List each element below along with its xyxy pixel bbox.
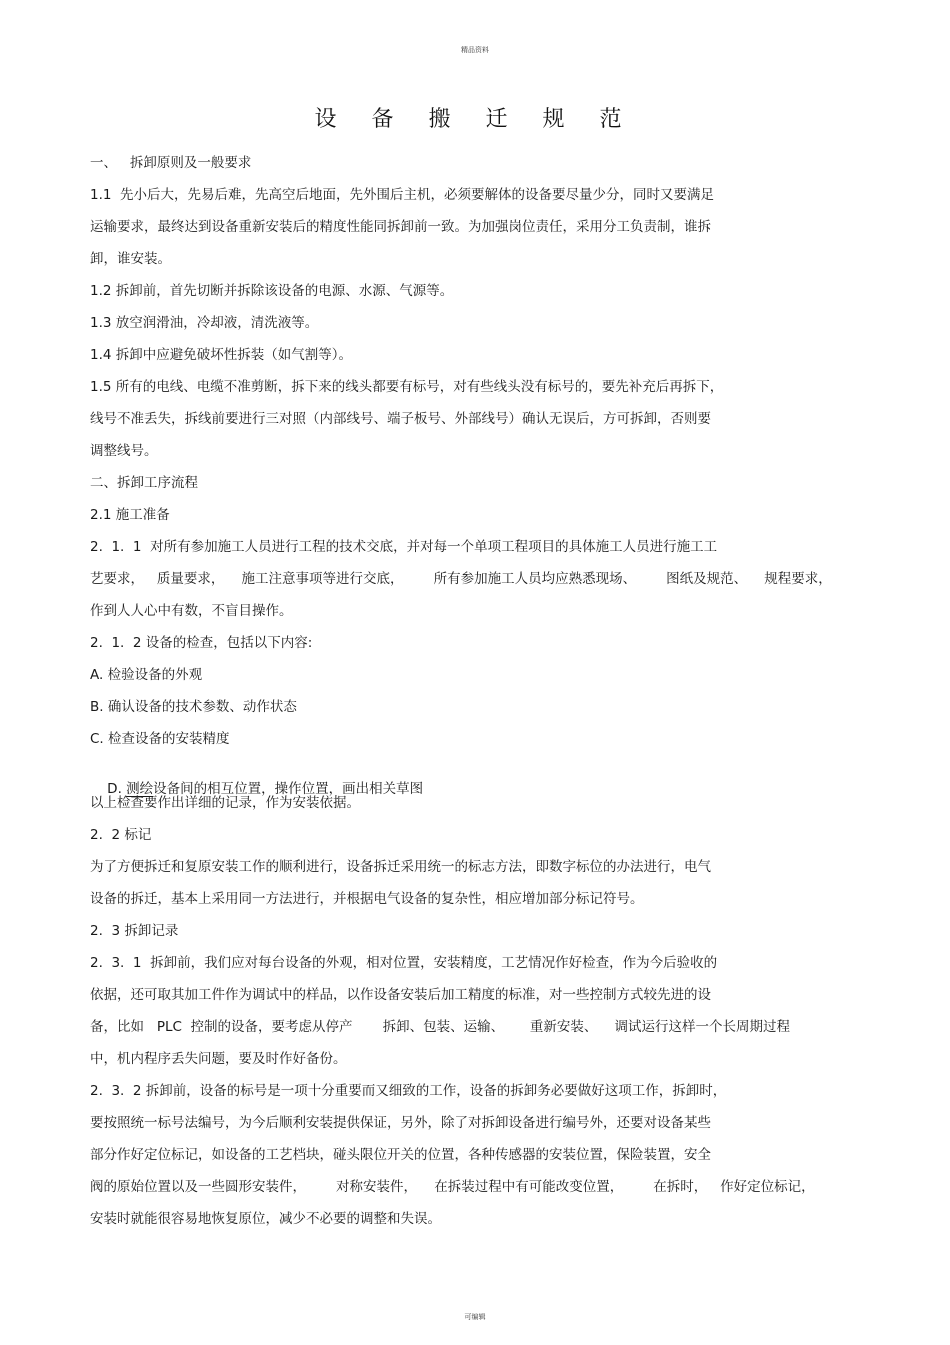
text-line: 1.2 拆卸前，首先切断并拆除该设备的电源、水源、气源等。 [90,283,454,299]
page-header: 精品资料 [461,46,489,54]
subsection-heading: 2.1 施工准备 [90,507,170,523]
text-line: 1.5 所有的电线、电缆不准剪断，拆下来的线头都要有标号，对有些线头没有标号的，要先补充后再拆下， [90,379,724,395]
text-line: 作到人人心中有数，不盲目操作。 [90,603,293,619]
subsection-heading: 2. 2 标记 [90,827,152,843]
page-footer: 可编辑 [464,1313,486,1321]
subsection-heading: 2. 3 拆卸记录 [90,923,179,939]
text-line: 卸，谁安装。 [90,251,171,267]
text-line: 1.3 放空润滑油，冷却液，清洗液等。 [90,315,319,331]
text-line: 部分作好定位标记，如设备的工艺档块，碰头限位开关的位置，各种传感器的安装位置，保险装置，安全 [90,1147,711,1163]
text-line: 2. 3. 2 拆卸前，设备的标号是一项十分重要而又细致的工作，设备的拆卸务必要做好这项工作，拆卸时， [90,1083,727,1099]
text-line: 设备的拆迁，基本上采用同一方法进行，并根据电气设备的复杂性，相应增加部分标记符号。 [90,891,644,907]
text-line: 艺要求， 质量要求， 施工注意事项等进行交底， 所有参加施工人员均应熟悉现场、 图纸及规范、 规程要求， [90,571,832,587]
list-item: C. 检查设备的安装精度 [90,731,230,747]
section-heading-2: 二、拆卸工序流程 [90,475,198,491]
document-title: 设 备 搬 迁 规 范 [314,107,636,132]
text-line: 1.1 先小后大，先易后难，先高空后地面，先外围后主机，必须要解体的设备要尽量少分，同时又要满足 [90,187,715,203]
text-line: 运输要求，最终达到设备重新安装后的精度性能同拆卸前一致。为加强岗位责任，采用分工负责制，谁拆 [90,219,711,235]
text-line: 中，机内程序丢失问题，要及时作好备份。 [90,1051,347,1067]
list-item-marker: D. [107,781,122,797]
underlined-text: 测绘 [126,781,154,797]
text-line: 为了方便拆迁和复原安装工作的顺利进行，设备拆迁采用统一的标志方法，即数字标位的办法进行，电气 [90,859,711,875]
section-heading-1: 一、 拆卸原则及一般要求 [90,155,252,171]
text-line: 以上检查要作出详细的记录，作为安装依据。 [90,795,360,811]
text-line: 备，比如 PLC 控制的设备，要考虑从停产 拆卸、包装、运输、 重新安装、 调试运行这样一个长周期过程 [90,1019,790,1035]
text-line: 1.4 拆卸中应避免破坏性拆装（如气割等）。 [90,347,353,363]
list-item: B. 确认设备的技术参数、动作状态 [90,699,297,715]
text-line: 线号不准丢失，拆线前要进行三对照（内部线号、端子板号、外部线号）确认无误后，方可拆卸，否则要 [90,411,711,427]
text-line: 阀的原始位置以及一些圆形安装件， 对称安装件， 在拆装过程中有可能改变位置， 在拆时， 作好定位标记， [90,1179,815,1195]
text-line: 2. 1. 2 设备的检查，包括以下内容: [90,635,313,651]
text-line: 2. 1. 1 对所有参加施工人员进行工程的技术交底，并对每一个单项工程项目的具体施工人员进行施工工 [90,539,718,555]
list-item: A. 检验设备的外观 [90,667,203,683]
text-line: 要按照统一标号法编号，为今后顺利安装提供保证，另外，除了对拆卸设备进行编号外，还要对设备某些 [90,1115,711,1131]
text-line: 调整线号。 [90,443,158,459]
text-line: 2. 3. 1 拆卸前，我们应对每台设备的外观，相对位置，安装精度，工艺情况作好检查，作为今后验收的 [90,955,718,971]
text-line: 依据，还可取其加工件作为调试中的样品，以作设备安装后加工精度的标准，对一些控制方式较先进的设 [90,987,711,1003]
text-line: 安装时就能很容易地恢复原位，减少不必要的调整和失误。 [90,1211,441,1227]
list-item-text: 设备间的相互位置，操作位置，画出相关草图 [153,781,424,797]
